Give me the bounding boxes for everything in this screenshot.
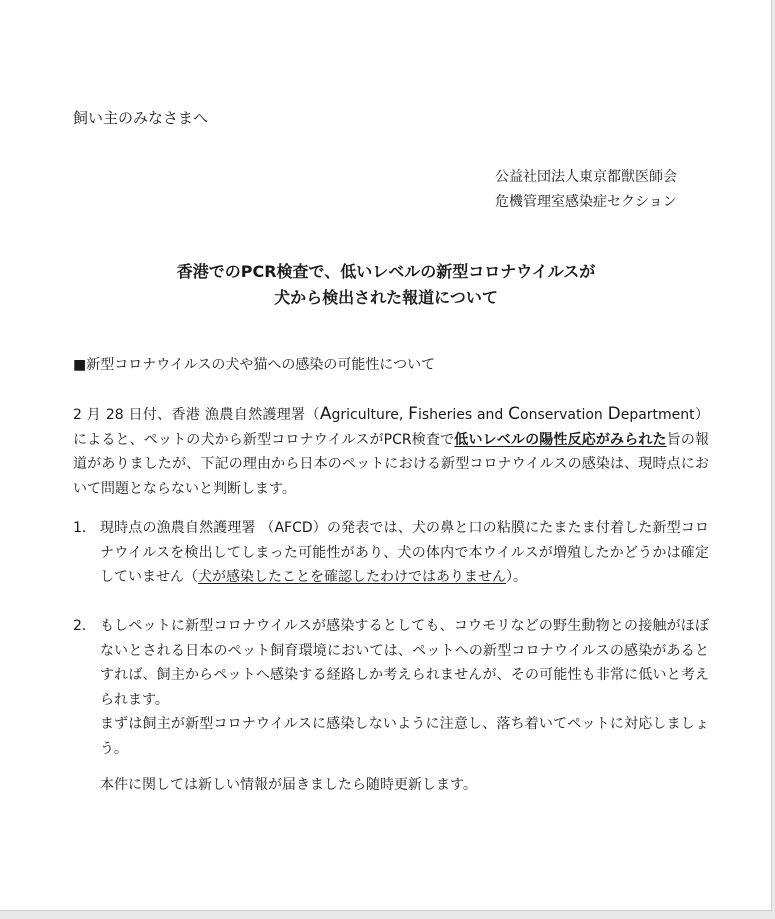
- greeting: 飼い主のみなさまへ: [73, 109, 209, 127]
- intro-paragraph: [73, 402, 709, 501]
- para-initial: A: [319, 404, 332, 424]
- para-part: 旨の報道がありましたが、下記の理由から日本のペットにおける新型コロナウイルスの感染は、現時点において問題とならないと判断します。: [73, 431, 710, 497]
- para-part: epartment）によると、ペットの犬から新型コロナウイルスがPCR検査で: [73, 407, 709, 448]
- para-initial: C: [508, 404, 520, 424]
- underlined-text: 犬が感染したことを確認したわけではありません: [198, 569, 506, 585]
- document-title-line1: 香港でのPCR検査で、低いレベルの新型コロナウイルスが: [176, 262, 596, 281]
- item-text: 現時点の漁農自然護理署 （AFCD）の発表では、犬の鼻と口の粘膜にたまたま付着した新型コロナウイルスを検出してしまった可能性があり、犬の体内で本ウイルスが増殖したかどうかは確定していません（: [100, 520, 709, 585]
- list-item: [73, 516, 709, 590]
- para-initial: F: [408, 404, 418, 424]
- section-heading: ■新型コロナウイルスの犬や猫への感染の可能性について: [73, 357, 436, 373]
- item-text: もしペットに新型コロナウイルスが感染するとしても、コウモリなどの野生動物との接触がほぼないとされる日本のペット飼育環境においては、ペットへの新型コロナウイルスの感染があるとすれば、飼主からペットへ感染する経路しか考えられませんが、その可能性も非常に低いと考えられます。: [100, 618, 709, 708]
- para-part: griculture,: [331, 407, 409, 423]
- item-tail: ）。: [506, 569, 527, 585]
- emphasis-text: 低いレベルの陽性反応がみられた: [454, 431, 667, 448]
- para-part: 2 月 28 日付、香港 漁農自然護理署（: [73, 407, 320, 423]
- list-text: [100, 516, 709, 590]
- list-number: 1．: [73, 520, 96, 536]
- item-text-2: まずは飼主が新型コロナウイルスに感染しないように注意し、落ち着いてペットに対応しましょう。: [100, 716, 709, 757]
- para-initial: D: [607, 404, 621, 424]
- para-part: onservation: [520, 407, 603, 423]
- para-part: isheries and: [417, 407, 509, 423]
- organization-name: 公益社団法人東京都獣医師会: [495, 169, 677, 185]
- list-text: [100, 614, 709, 761]
- organization-section: 危機管理室感染症セクション: [495, 194, 677, 210]
- list-number: 2．: [73, 618, 96, 634]
- list-item: [73, 614, 709, 761]
- closing-note: 本件に関しては新しい情報が届きましたら随時更新します。: [100, 777, 477, 793]
- document-title-line2: 犬から検出された報道について: [274, 288, 498, 307]
